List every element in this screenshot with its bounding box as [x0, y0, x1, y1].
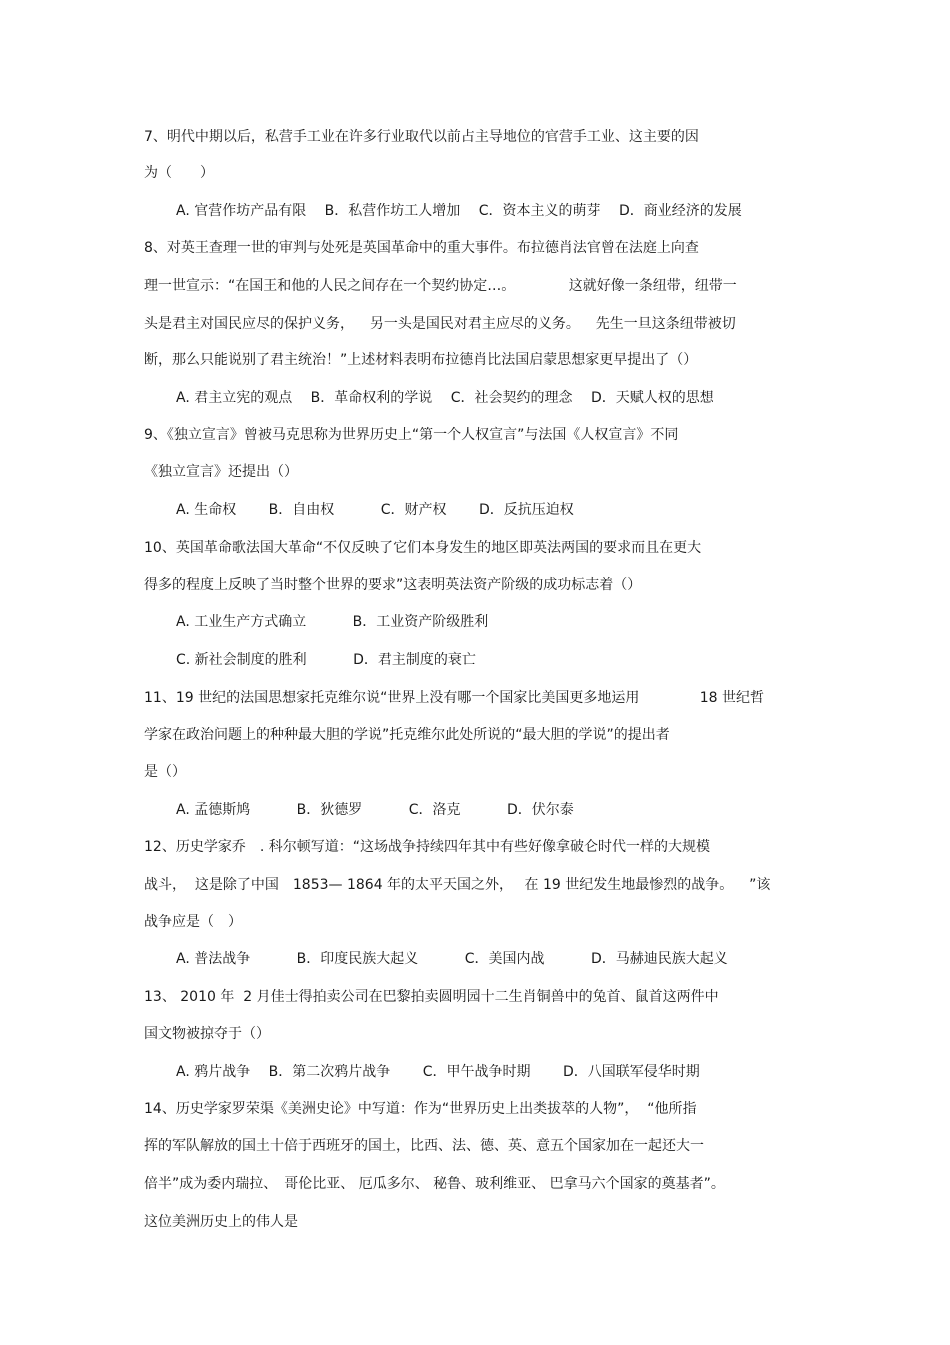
answer-options-line: A. 普法战争 B．印度民族大起义 C．美国内战 D．马赫迪民族大起义 [176, 951, 728, 967]
answer-options-line: A. 君主立宪的观点 B．革命权利的学说 C．社会契约的理念 D．天赋人权的思想 [176, 390, 714, 406]
question-text-line: 理一世宣示：“在国王和他的人民之间存在一个契约协定…。 这就好像一条纽带，纽带一 [144, 278, 737, 294]
question-text-line: 头是君主对国民应尽的保护义务， 另一头是国民对君主应尽的义务。 先生一旦这条纽带被切 [144, 316, 736, 332]
answer-options-line: A. 孟德斯鸠 B．狄德罗 C．洛克 D．伏尔泰 [176, 802, 574, 818]
answer-options-line: C. 新社会制度的胜利 D．君主制度的衰亡 [176, 652, 476, 668]
question-text-line: 这位美洲历史上的伟人是 [144, 1214, 298, 1230]
question-text-line: 战斗， 这是除了中国 1853— 1864 年的太平天国之外， 在 19 世纪发生地最惨烈的战争。 ”该 [144, 877, 771, 893]
question-text-line: 是（） [144, 764, 186, 780]
answer-options-line: A. 鸦片战争 B．第二次鸦片战争 C．甲午战争时期 D．八国联军侵华时期 [176, 1064, 700, 1080]
question-text-line: 挥的军队解放的国土十倍于西班牙的国土，比西、法、德、英、意五个国家加在一起还大一 [144, 1138, 704, 1154]
question-text-line: 得多的程度上反映了当时整个世界的要求”这表明英法资产阶级的成功标志着（） [144, 577, 642, 593]
answer-options-line: A. 生命权 B．自由权 C．财产权 D．反抗压迫权 [176, 502, 574, 518]
question-text-line: 11、19 世纪的法国思想家托克维尔说“世界上没有哪一个国家比美国更多地运用 18 世纪哲 [144, 690, 765, 706]
question-text-line: 12、历史学家乔 . 科尔顿写道：“这场战争持续四年其中有些好像拿破仑时代一样的大规模 [144, 839, 710, 855]
question-text-line: 国文物被掠夺于（） [144, 1026, 270, 1042]
answer-options-line: A. 官营作坊产品有限 B．私营作坊工人增加 C．资本主义的萌芽 D．商业经济的发展 [176, 203, 742, 219]
question-text-line: 学家在政治问题上的种种最大胆的学说”托克维尔此处所说的“最大胆的学说”的提出者 [144, 727, 670, 743]
question-text-line: 8、对英王查理一世的审判与处死是英国革命中的重大事件。布拉德肖法官曾在法庭上向查 [144, 240, 699, 256]
question-text-line: 10、英国革命歌法国大革命“不仅反映了它们本身发生的地区即英法两国的要求而且在更大 [144, 540, 702, 556]
question-text-line: 13、 2010 年 2 月佳士得拍卖公司在巴黎拍卖圆明园十二生肖铜兽中的兔首、鼠首这两件中 [144, 989, 719, 1005]
question-text-line: 14、历史学家罗荣渠《美洲史论》中写道：作为“世界历史上出类拔萃的人物”， “他所指 [144, 1101, 697, 1117]
question-text-line: 断，那么只能说别了君主统治！”上述材料表明布拉德肖比法国启蒙思想家更早提出了（） [144, 352, 698, 368]
answer-options-line: A. 工业生产方式确立 B．工业资产阶级胜利 [176, 614, 489, 630]
question-text-line: 倍半”成为委内瑞拉、 哥伦比亚、 厄瓜多尔、 秘鲁、玻利维亚、 巴拿马六个国家的奠基者”。 [144, 1176, 725, 1192]
question-text-line: 9、《独立宣言》曾被马克思称为世界历史上“第一个人权宣言”与法国《人权宣言》不同 [144, 427, 679, 443]
question-text-line: 7、明代中期以后，私营手工业在许多行业取代以前占主导地位的官营手工业、这主要的因 [144, 129, 699, 145]
question-text-line: 战争应是（ ） [144, 914, 242, 930]
question-text-line: 为（ ） [144, 165, 214, 181]
question-text-line: 《独立宣言》还提出（） [144, 464, 298, 480]
